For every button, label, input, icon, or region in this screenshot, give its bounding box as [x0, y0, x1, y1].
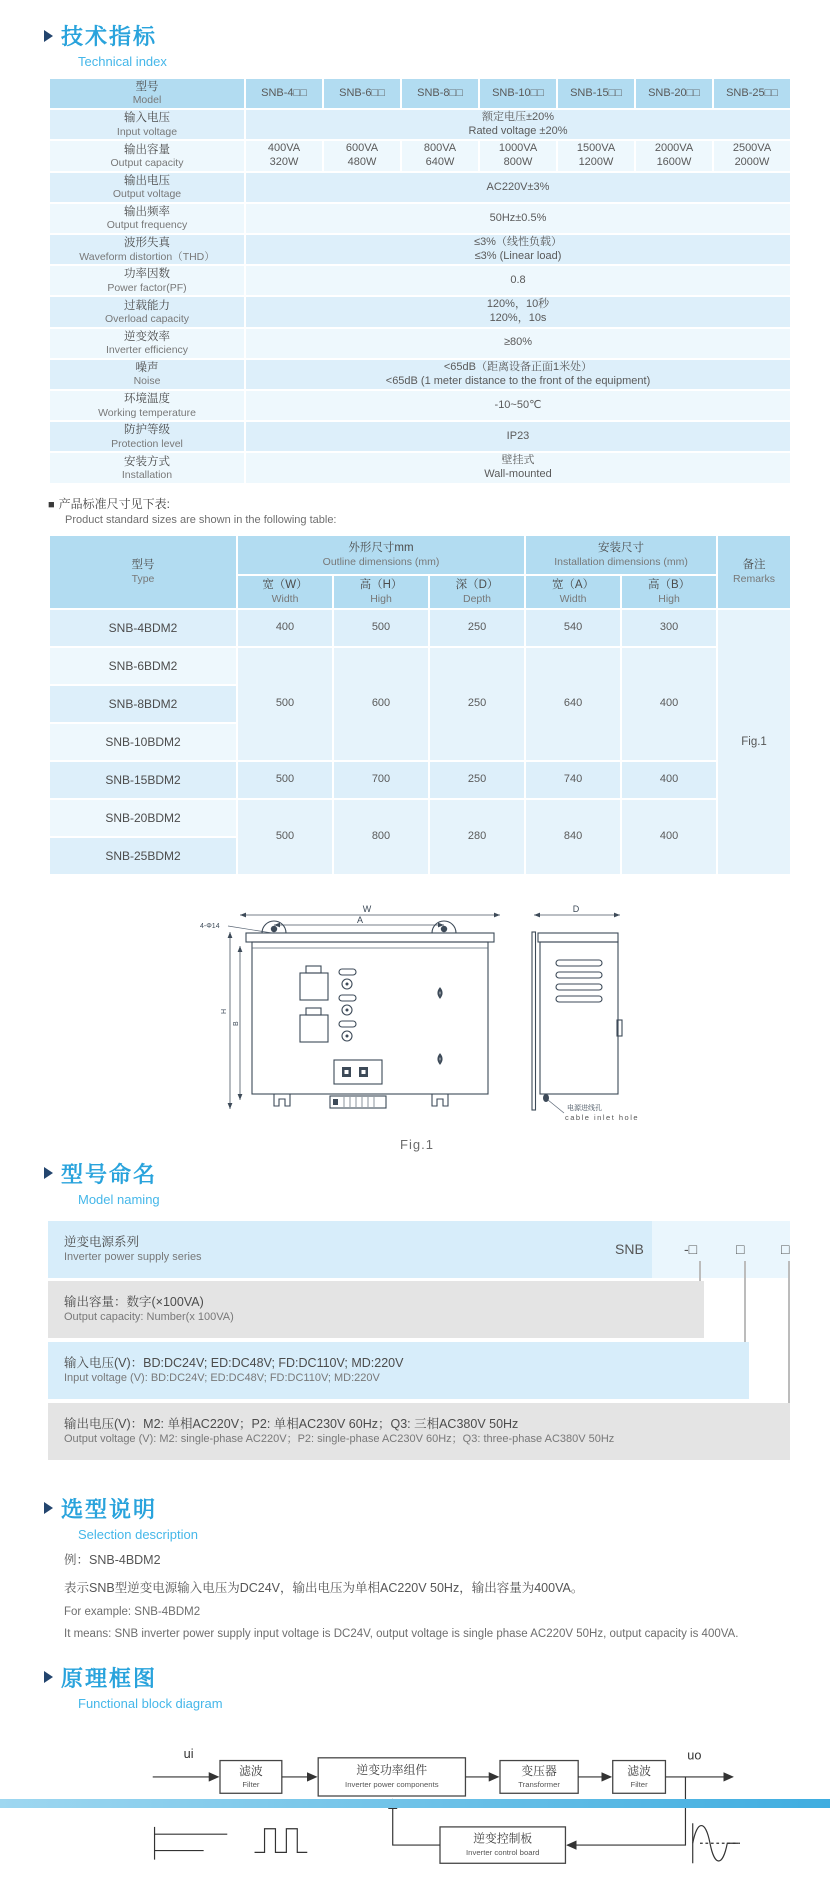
naming-row-input-voltage: 输入电压(V)：BD:DC24V; ED:DC48V; FD:DC110V; MD:220V Input voltage (V): BD:DC24V; ED:DC48V; FD:DC110V; MD:220V [48, 1342, 749, 1399]
block-control-en: Inverter control board [466, 1847, 540, 1857]
table-row: SNB-15BDM2 500 700 250 740 400 [49, 761, 791, 799]
block-filter1-en: Filter [242, 1779, 260, 1789]
dim-label-d: D [572, 903, 580, 914]
section-title: 型号命名 [61, 1161, 158, 1187]
section-subtitle: Model naming [78, 1191, 160, 1207]
input-label: ui [183, 1745, 194, 1761]
output-label: uo [687, 1747, 702, 1763]
section-subtitle: Functional block diagram [78, 1695, 223, 1711]
model-code-strip [652, 1221, 790, 1278]
ladder-connector [744, 1261, 746, 1342]
section-arrow-icon [44, 1671, 53, 1683]
selection-example-en: For example: SNB-4BDM2 [64, 1605, 201, 1618]
header-remarks: 备注 Remarks [717, 535, 791, 609]
table-row: 逆变效率 Inverter efficiency ≥80% [49, 328, 791, 359]
size-note [48, 495, 790, 526]
table-row: 防护等级 Protection level IP23 [49, 421, 791, 452]
outline-drawing-figure [182, 902, 652, 1152]
sine-wave-icon [693, 1823, 740, 1863]
table-row: SNB-25BDM2 [49, 837, 791, 875]
block-control-zh: 逆变控制板 [473, 1831, 533, 1846]
table-row: 波形失真 Waveform distortion（THD） ≤3%（线性负载） ≤3% (Linear load) [49, 234, 791, 266]
cable-inlet-label-zh: 电源进线孔 [567, 1104, 602, 1112]
model-code-box-1: -□ [684, 1240, 698, 1257]
page-footer-bar [0, 1799, 830, 1808]
note-text-en: Product standard sizes are shown in the following table: [65, 513, 337, 526]
selection-meaning-zh: 表示SNB型逆变电源输入电压为DC24V，输出电压为单相AC220V 50Hz，输出容量为400VA。 [64, 1580, 584, 1595]
table-row: 输出频率 Output frequency 50Hz±0.5% [49, 203, 791, 234]
header-model-col: SNB-6□□ [323, 78, 401, 109]
selection-text [64, 1550, 790, 1640]
square-wave-icon [255, 1829, 308, 1853]
model-naming-ladder [48, 1221, 790, 1463]
header-type: 型号 Type [49, 535, 237, 609]
square-bullet-icon: ■ [48, 498, 55, 511]
model-code-box-3: □ [781, 1240, 790, 1257]
header-outline: 外形尺寸mm Outline dimensions (mm) [237, 535, 525, 575]
section-title: 技术指标 [61, 24, 158, 49]
section-arrow-icon [44, 1167, 53, 1179]
remarks-cell: Fig.1 [717, 609, 791, 875]
section-subtitle: Selection description [78, 1526, 198, 1542]
naming-row-output-voltage: 输出电压(V)：M2: 单相AC220V；P2: 单相AC230V 60Hz；Q3: 三相AC380V 50Hz Output voltage (V): M2: single-phase AC220V；P2: single-phase AC230V 60Hz；Q3: three-phase AC380V 50Hz [48, 1403, 790, 1460]
block-transformer-zh: 变压器 [521, 1763, 557, 1778]
header-model-col: SNB-25□□ [713, 78, 791, 109]
table-row: 安装方式 Installation 壁挂式 Wall-mounted [49, 452, 791, 484]
header-model-col: SNB-4□□ [245, 78, 323, 109]
model-prefix: SNB [615, 1240, 644, 1257]
section-title: 原理框图 [61, 1665, 158, 1691]
dim-label-w: W [362, 903, 372, 914]
note-text-zh: 产品标准尺寸见下表: [58, 496, 170, 511]
table-row: 输出容量 Output capacity 400VA 320W 600VA 480W 800VA 640W 1000VA 800W 1500VA 1200W 2000VA 1600W 2500VA 2000W [49, 140, 791, 172]
section-title: 选型说明 [61, 1496, 158, 1522]
table-row: SNB-8BDM2 [49, 685, 791, 723]
section-arrow-icon [44, 30, 53, 42]
table-row: 环境温度 Working temperature -10~50℃ [49, 390, 791, 421]
selection-example-zh: 例：SNB-4BDM2 [64, 1552, 161, 1567]
dim-label-holes: 4-Φ14 [200, 922, 220, 930]
block-transformer-en: Transformer [518, 1779, 560, 1789]
block-power-en: Inverter power components [345, 1779, 439, 1789]
table-header-row [49, 78, 791, 109]
table-row: 输入电压 Input voltage 额定电压±20% Rated voltage ±20% [49, 109, 791, 141]
section-technical-index [44, 20, 790, 51]
model-code-box-2: □ [736, 1240, 745, 1257]
ladder-connector [788, 1261, 790, 1403]
header-model: 型号 Model [49, 78, 245, 109]
table-row: SNB-4BDM2 400 500 250 540 300 Fig.1 [49, 609, 791, 647]
block-filter1-zh: 滤波 [239, 1763, 263, 1778]
dim-label-h: H [221, 1008, 228, 1014]
table-header-row [49, 535, 791, 575]
dim-label-a: A [356, 914, 364, 925]
section-selection [44, 1493, 790, 1524]
table-row: 功率因数 Power factor(PF) 0.8 [49, 265, 791, 296]
section-block-diagram [44, 1662, 790, 1693]
table-row: 过载能力 Overload capacity 120%，10秒 120%，10s [49, 296, 791, 328]
technical-spec-table [48, 77, 792, 485]
section-arrow-icon [44, 1502, 53, 1514]
naming-row-capacity: 输出容量：数字(×100VA) Output capacity: Number(x 100VA) [48, 1281, 704, 1338]
block-filter2-zh: 滤波 [627, 1763, 651, 1778]
header-model-col: SNB-10□□ [479, 78, 557, 109]
table-row: 噪声 Noise <65dB（距离设备正面1米处） <65dB (1 meter distance to the front of the equipment) [49, 359, 791, 391]
dim-label-b: B [233, 1021, 240, 1026]
table-subheader-row: 宽（W） Width 高（H） High 深（D） Depth 宽（A） Width 高（B） High [49, 575, 791, 609]
dimension-table [48, 534, 792, 876]
section-subtitle: Technical index [78, 54, 167, 69]
block-power-zh: 逆变功率组件 [356, 1762, 428, 1777]
naming-row-series: 逆变电源系列 Inverter power supply series [48, 1221, 652, 1278]
section-model-naming [44, 1158, 790, 1189]
table-row: SNB-6BDM2 500 600 250 640 400 [49, 647, 791, 685]
header-model-col: SNB-8□□ [401, 78, 479, 109]
header-install: 安装尺寸 Installation dimensions (mm) [525, 535, 717, 575]
dc-input-icon [155, 1827, 228, 1860]
header-model-col: SNB-15□□ [557, 78, 635, 109]
cabinet-drawing [182, 902, 652, 1130]
table-row: 输出电压 Output voltage AC220V±3% [49, 172, 791, 203]
table-row: SNB-20BDM2 500 800 280 840 400 [49, 799, 791, 837]
figure-caption: Fig.1 [400, 1136, 434, 1152]
header-model-col: SNB-20□□ [635, 78, 713, 109]
ladder-connector [699, 1261, 701, 1281]
block-filter2-en: Filter [630, 1779, 648, 1789]
functional-block-diagram [140, 1727, 790, 1890]
selection-meaning-en: It means: SNB inverter power supply input voltage is DC24V, output voltage is single phase AC220V 50Hz, output capacity is 400VA. [64, 1627, 739, 1640]
cable-inlet-label-en: cable inlet hole [565, 1112, 640, 1122]
table-row: SNB-10BDM2 [49, 723, 791, 761]
